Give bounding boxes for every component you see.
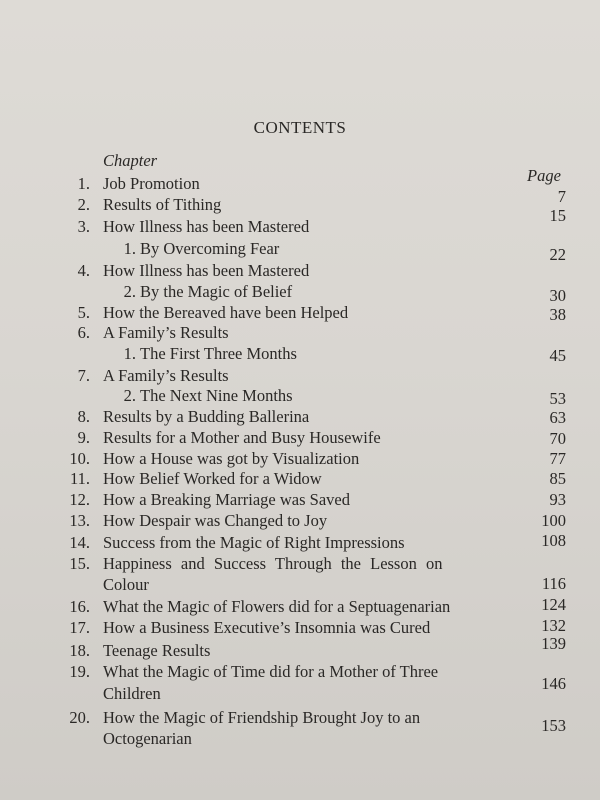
sub-entry-title: The First Three Months <box>140 344 297 363</box>
entry-title: How Belief Worked for a Widow <box>103 469 322 488</box>
entry-number: 18. <box>69 641 90 660</box>
entry-page: 116 <box>541 574 566 593</box>
entry-title: Happiness and Success Through the Lesson on <box>103 554 443 573</box>
entry-page: 30 <box>549 286 566 305</box>
entry-title: How Illness has been Mastered <box>103 217 310 236</box>
entry-number: 6. <box>77 323 90 342</box>
entry-title-continued: Octogenarian <box>103 729 192 748</box>
entry-title: Results for a Mother and Busy Housewife <box>103 428 381 447</box>
entry-page: 70 <box>549 429 566 448</box>
entry-number: 20. <box>69 708 90 727</box>
entry-number: 12. <box>69 490 90 509</box>
entry-title: A Family’s Results <box>103 366 229 385</box>
entry-page: 15 <box>549 206 566 225</box>
entry-number: 8. <box>77 407 90 426</box>
entry-title: Job Promotion <box>103 174 200 193</box>
entry-title: Results of Tithing <box>103 195 222 214</box>
chapter-column-heading: Chapter <box>103 151 158 170</box>
entry-page: 93 <box>549 490 566 509</box>
entry-title: How Illness has been Mastered <box>103 261 310 280</box>
entry-number: 9. <box>77 428 90 447</box>
entry-title: A Family’s Results <box>103 323 229 342</box>
entry-title: How the Magic of Friendship Brought Joy to an <box>103 708 421 727</box>
entry-page: 38 <box>549 305 566 324</box>
entry-number: 17. <box>69 618 90 637</box>
sub-entry-number: 2. <box>123 282 136 301</box>
entry-title: How Despair was Changed to Joy <box>103 511 328 530</box>
entry-page: 53 <box>549 389 566 408</box>
entry-number: 7. <box>77 366 90 385</box>
entry-number: 15. <box>69 554 90 573</box>
entry-page: 63 <box>549 408 566 427</box>
entry-page: 146 <box>541 674 566 693</box>
entry-number: 4. <box>77 261 90 280</box>
entry-number: 3. <box>77 217 90 236</box>
entry-title: Results by a Budding Ballerina <box>103 407 310 426</box>
entry-title: What the Magic of Flowers did for a Septuagenarian <box>103 597 451 616</box>
entry-page: 108 <box>541 531 566 550</box>
entry-title: How a Business Executive’s Insomnia was Cured <box>103 618 431 637</box>
entry-title-continued: Colour <box>103 575 149 594</box>
sub-entry-number: 1. <box>123 239 136 258</box>
entry-number: 13. <box>69 511 90 530</box>
entry-page: 139 <box>541 634 566 653</box>
entry-page: 132 <box>541 616 566 635</box>
sub-entry-title: By Overcoming Fear <box>140 239 280 258</box>
entry-page: 77 <box>549 449 566 468</box>
page-title: CONTENTS <box>253 118 347 137</box>
entry-title: How a Breaking Marriage was Saved <box>103 490 350 509</box>
entry-number: 11. <box>69 469 90 488</box>
entry-page: 45 <box>549 346 566 365</box>
entry-number: 16. <box>69 597 90 616</box>
entry-title: How the Bereaved have been Helped <box>103 303 349 322</box>
entry-page: 124 <box>541 595 566 614</box>
page-column-heading: Page <box>527 166 561 185</box>
entry-title: Teenage Results <box>103 641 211 660</box>
entry-page: 22 <box>549 245 566 264</box>
sub-entry-title: By the Magic of Belief <box>140 282 293 301</box>
entry-title: Success from the Magic of Right Impressions <box>103 533 405 552</box>
entry-number: 2. <box>77 195 90 214</box>
entry-number: 14. <box>69 533 90 552</box>
entry-page: 7 <box>557 187 566 206</box>
entry-number: 1. <box>77 174 90 193</box>
entry-title: What the Magic of Time did for a Mother of Three <box>103 662 439 681</box>
entry-title-continued: Children <box>103 684 161 703</box>
entry-page: 100 <box>541 511 566 530</box>
sub-entry-number: 1. <box>123 344 136 363</box>
sub-entry-title: The Next Nine Months <box>140 386 293 405</box>
entry-number: 10. <box>69 449 90 468</box>
entry-page: 153 <box>541 716 566 735</box>
sub-entry-number: 2. <box>123 386 136 405</box>
entry-number: 5. <box>77 303 90 322</box>
entry-number: 19. <box>69 662 90 681</box>
entry-page: 85 <box>549 469 566 488</box>
entry-title: How a House was got by Visualization <box>103 449 360 468</box>
